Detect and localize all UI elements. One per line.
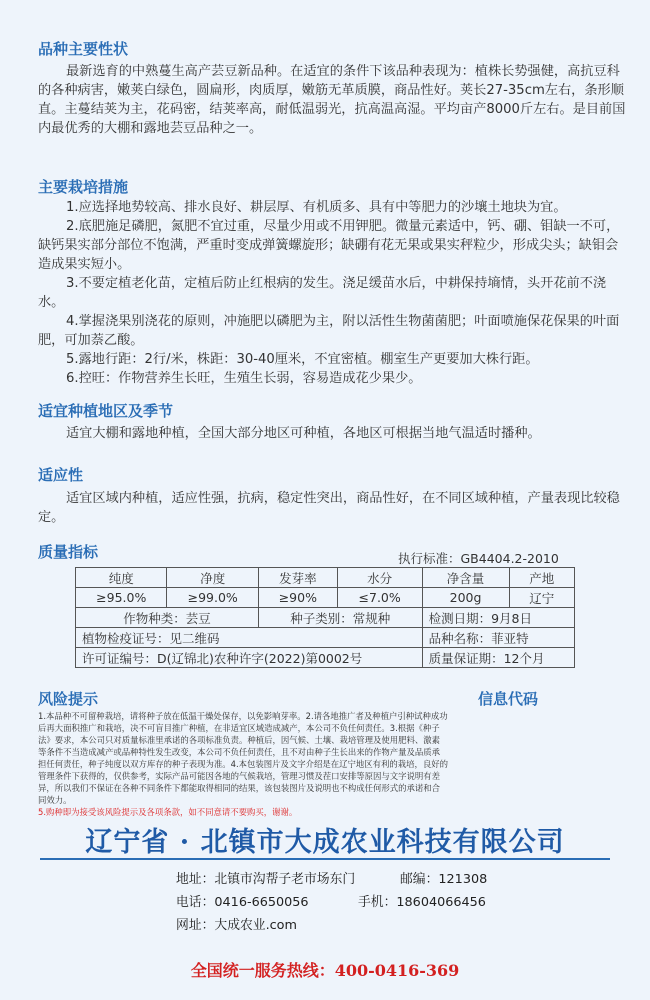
cultivation-heading: 主要栽培措施 xyxy=(38,178,129,196)
table-header: 水分 xyxy=(337,568,422,588)
adaptability-heading: 适应性 xyxy=(38,466,84,484)
cultivation-item: 3.不要定植老化苗，定植后防止红根病的发生。浇足缓苗水后，中耕保持墒情，头开花前不浇水。 xyxy=(38,276,607,310)
variety-heading: 品种主要性状 xyxy=(38,40,129,58)
cultivation-list xyxy=(38,198,628,388)
service-hotline: 全国统一服务热线：400-0416-369 xyxy=(190,961,460,980)
cultivation-item: 1.应选择地势较高、排水良好、耕层厚、有机质多、具有中等肥力的沙壤土地块为宜。 xyxy=(66,200,567,215)
company-mobile: 手机：18604066456 xyxy=(358,895,486,910)
cultivation-item: 6.控旺：作物营养生长旺，生殖生长弱，容易造成花少果少。 xyxy=(66,371,422,386)
region-heading: 适宜种植地区及季节 xyxy=(38,402,174,420)
table-header: 产地 xyxy=(509,568,575,588)
variety-name: 品种名称：菲亚特 xyxy=(422,628,574,648)
quality-table xyxy=(75,567,575,668)
table-row xyxy=(76,628,575,648)
table-cell: ≤7.0% xyxy=(337,588,422,608)
table-header: 净度 xyxy=(167,568,258,588)
table-row xyxy=(76,588,575,608)
quality-heading: 质量指标 xyxy=(38,543,99,561)
info-code-heading: 信息代码 xyxy=(478,690,539,708)
quality-standard: 执行标准：GB4404.2-2010 xyxy=(398,551,559,566)
company-phone: 电话：0416-6650056 xyxy=(176,895,309,910)
seed-type: 种子类别：常规种 xyxy=(258,608,422,628)
table-cell: ≥90% xyxy=(258,588,337,608)
risk-heading: 风险提示 xyxy=(38,690,99,708)
variety-text: 最新选育的中熟蔓生高产芸豆新品种。在适宜的条件下该品种表现为：植株长势强健，高抗豆科的各种病害，嫩荚白绿色，圆扁形，肉质厚，嫩筋无革质膜，商品性好。荚长27-35cm左右，条形顺直。主蔓结荚为主，花码密，结荚率高，耐低温弱光，抗高温高湿。平均亩产8000斤左右。是目前国内最优秀的大棚和露地芸豆品种之一。 xyxy=(38,64,626,136)
table-header: 纯度 xyxy=(76,568,167,588)
table-header: 发芽率 xyxy=(258,568,337,588)
table-row xyxy=(76,608,575,628)
table-row xyxy=(76,568,575,588)
risk-text-block xyxy=(38,710,448,818)
risk-text: 1.本品种不可留种栽培，请将种子放在低温干燥处保存，以免影响芽率。2.请各地推广者及种植户引种试种成功后再大面积推广和栽培，决不可盲目推广种植，在非适宜区域造成减产，本公司不负任何责任。3.根据《种子法》要求，本公司只对质量标准里承诺的各项标准负责。种植后，因气候、土壤、栽培管理及使用肥料、激素等条件不当造成减产或品种特性发生改变，本公司不负任何责任，且不对由种子生长出来的作物产量及品质承担任何责任，种子纯度以双方库存的种子表现为准。4.本包装图片及文字介绍是在辽宁地区有利的栽培，良好的管理条件下获得的，仅供参考，实际产品可能因各地的气候栽培，管理习惯及茬口安排等原因与文字说明有差异，所以我们不保证在各种不同条件下都能取得相同的结果，该包装图片及说明也不构成任何形式的承诺和合同效力。 xyxy=(38,711,448,805)
cultivation-item: 2.底肥施足磷肥，氮肥不宜过重，尽量少用或不用钾肥。微量元素适中，钙、硼、钼缺一不可，缺钙果实部分部位不饱满，严重时变成弹簧螺旋形；缺硼有花无果或果实秤粒少，形成尖头；缺钼会造成果实短小。 xyxy=(38,219,620,272)
company-name: 辽宁省 · 北镇市大成农业科技有限公司 xyxy=(85,827,565,858)
shelf-life: 质量保证期：12个月 xyxy=(422,648,574,668)
table-cell: 200g xyxy=(422,588,509,608)
table-row xyxy=(76,648,575,668)
divider xyxy=(40,858,610,860)
company-website: 网址：大成农业.com xyxy=(176,918,297,933)
cultivation-item: 5.露地行距：2行/米，株距：30-40厘米，不宜密植。棚室生产更要加大株行距。 xyxy=(66,352,539,367)
region-text: 适宜大棚和露地种植，全国大部分地区可种植，各地区可根据当地气温适时播种。 xyxy=(66,426,541,441)
company-postcode: 邮编：121308 xyxy=(400,872,488,887)
table-header: 净含量 xyxy=(422,568,509,588)
table-cell: ≥95.0% xyxy=(76,588,167,608)
table-cell: ≥99.0% xyxy=(167,588,258,608)
cultivation-item: 4.掌握浇果别浇花的原则，冲施肥以磷肥为主，附以活性生物菌菌肥；叶面喷施保花保果的叶面肥，可加萘乙酸。 xyxy=(38,314,620,348)
table-cell: 辽宁 xyxy=(509,588,575,608)
crop-type: 作物种类：芸豆 xyxy=(76,608,259,628)
license-number: 许可证编号：D(辽锦北)农种许字(2022)第0002号 xyxy=(76,648,423,668)
risk-warning: 5.购种即为接受该风险提示及各项条款，如不同意请不要购买，谢谢。 xyxy=(38,807,298,817)
quarantine-number: 植物检疫证号：见二维码 xyxy=(76,628,423,648)
company-address: 地址：北镇市沟帮子老市场东门 xyxy=(176,872,356,887)
test-date: 检测日期：9月8日 xyxy=(422,608,574,628)
adaptability-text: 适宜区域内种植，适应性强，抗病，稳定性突出，商品性好，在不同区域种植，产量表现比较稳定。 xyxy=(38,491,620,525)
